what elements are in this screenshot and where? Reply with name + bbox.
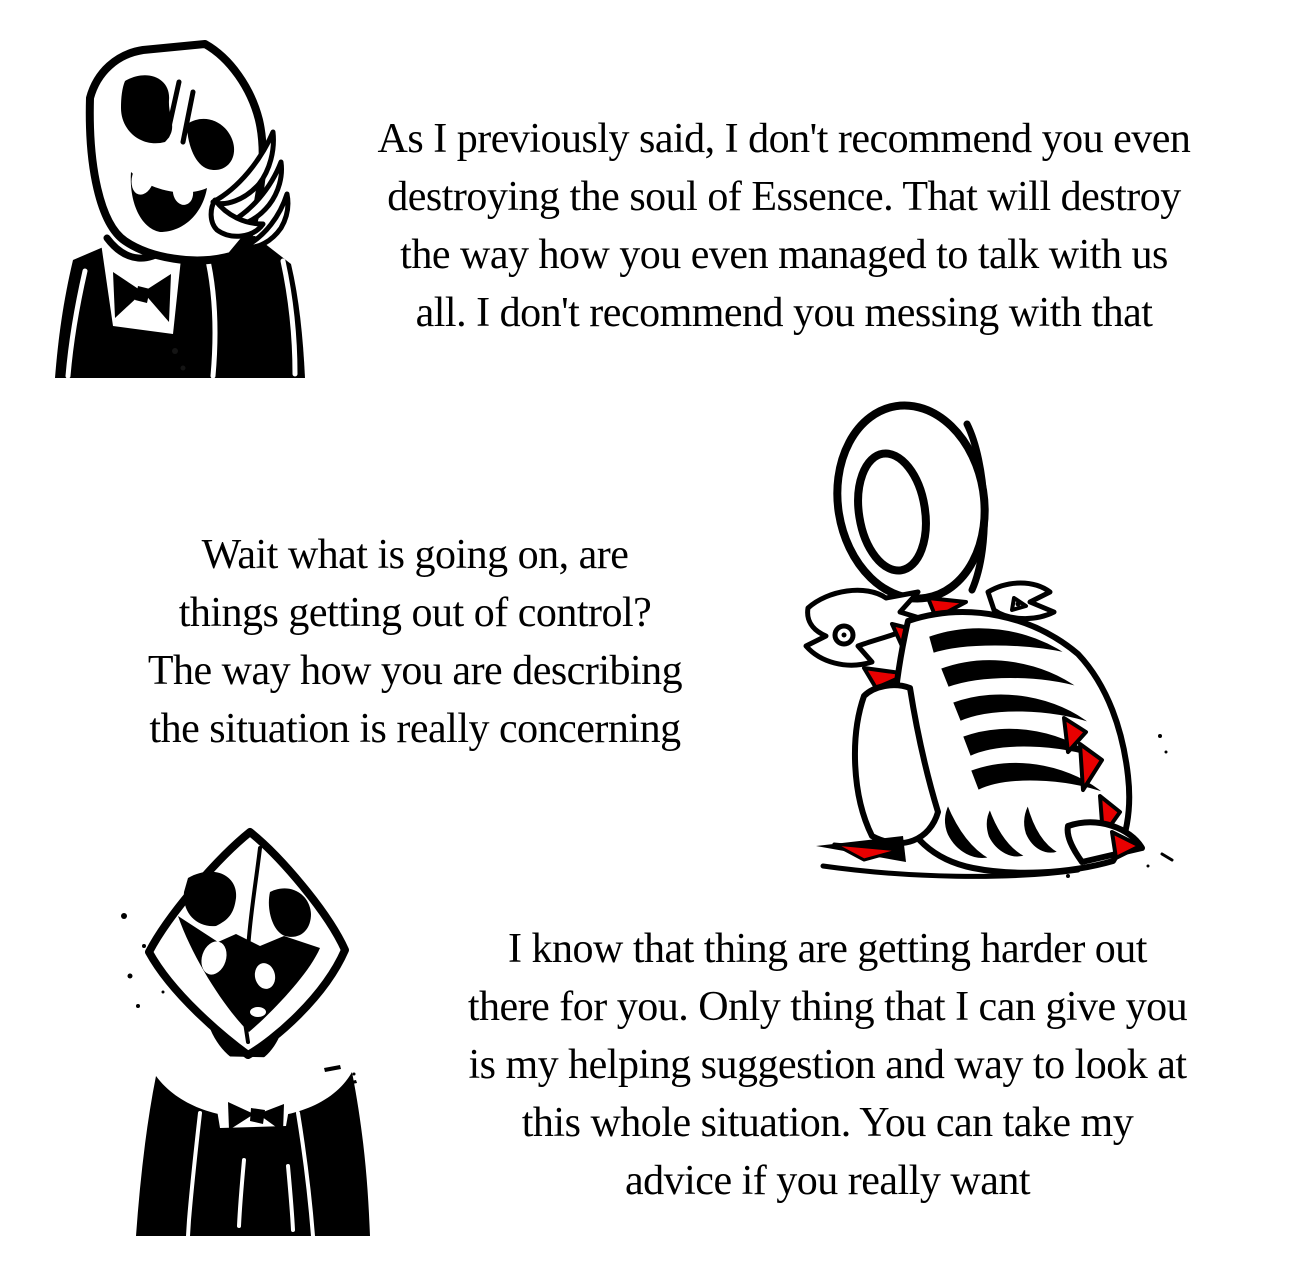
dialogue-line: As I previously said, I don't recommend you even (377, 116, 1191, 162)
dialogue-line: this whole situation. You can take my (521, 1100, 1134, 1146)
foot-spike (816, 836, 906, 862)
dialogue-line: Wait what is going on, are (201, 532, 629, 578)
dialogue-line: I know that thing are getting harder out (508, 926, 1147, 972)
dialogue-line: there for you. Only thing that I can give you (467, 984, 1188, 1030)
masked-figure-facepalm-drawing (55, 36, 327, 378)
mask-head (149, 832, 345, 1055)
suit-body (136, 1056, 370, 1236)
dialogue-line: The way how you are describing (147, 648, 683, 694)
dialogue-line: destroying the soul of Essence. That will destroy (387, 174, 1181, 220)
dialogue-bottom (385, 920, 1270, 1210)
masked-figure-front-drawing (108, 816, 402, 1238)
ring-headed-creature-icon (768, 396, 1182, 885)
dialogue-middle (60, 526, 770, 758)
dialogue-line: advice if you really want (625, 1158, 1030, 1204)
masked-figure-facepalm-icon (55, 36, 327, 378)
dialogue-line: the way how you even managed to talk with us (400, 232, 1168, 278)
dialogue-line: all. I don't recommend you messing with that (415, 290, 1153, 336)
dialogue-line: things getting out of control? (178, 590, 652, 636)
ring-headed-creature-drawing (768, 396, 1182, 885)
tail-spike (1068, 822, 1142, 862)
dialogue-line: the situation is really concerning (149, 706, 681, 752)
ring-head (824, 396, 999, 609)
dialogue-line: is my helping suggestion and way to look at (468, 1042, 1187, 1088)
masked-figure-front-icon (108, 816, 402, 1238)
dialogue-top (300, 110, 1268, 342)
